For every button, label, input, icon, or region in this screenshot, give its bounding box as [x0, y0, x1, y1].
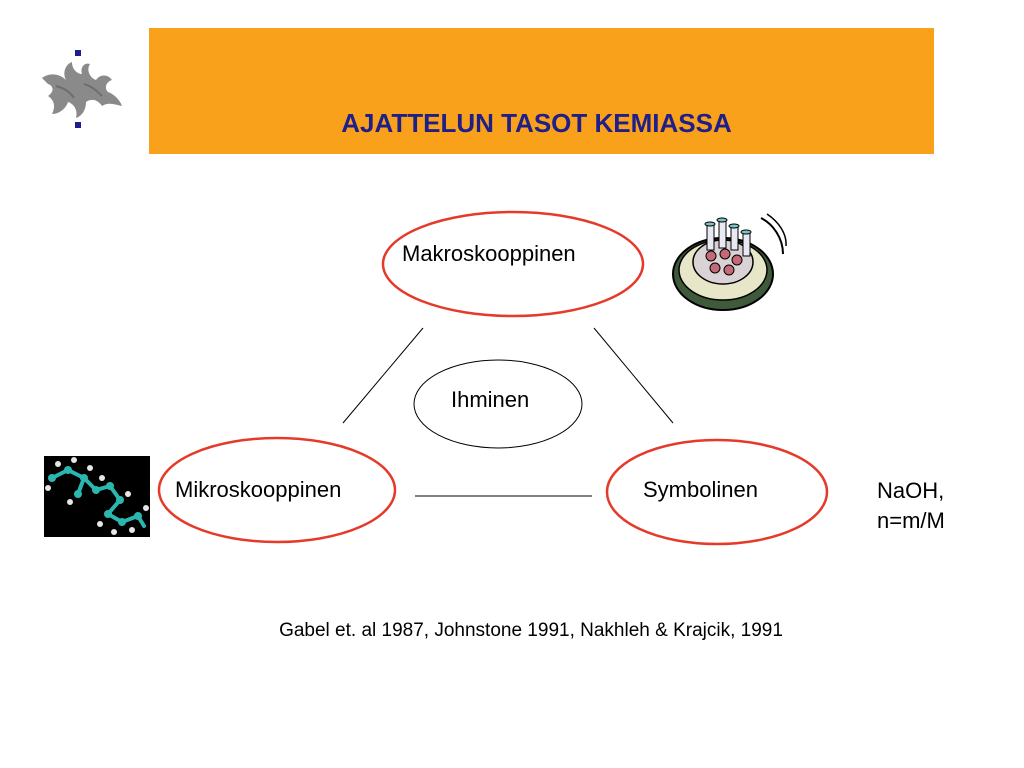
connector-macro-micro [343, 328, 423, 423]
petri-dish-test-tubes-icon [669, 210, 787, 314]
symbolic-label: Symbolinen [643, 477, 758, 502]
macro-label: Makroskooppinen [402, 241, 576, 266]
human-label: Ihminen [451, 387, 530, 412]
formula-line-1: NaOH, [877, 478, 945, 503]
molecule-model-icon [44, 456, 150, 537]
formula-text [877, 476, 945, 536]
slide-title: AJATTELUN TASOT KEMIASSA [341, 108, 732, 138]
formula-line-2: n=m/M [877, 508, 945, 533]
citation-text: Gabel et. al 1987, Johnstone 1991, Nakhleh & Krajcik, 1991 [279, 620, 783, 641]
micro-label: Mikroskooppinen [175, 477, 342, 502]
connector-macro-symbolic [594, 328, 673, 423]
